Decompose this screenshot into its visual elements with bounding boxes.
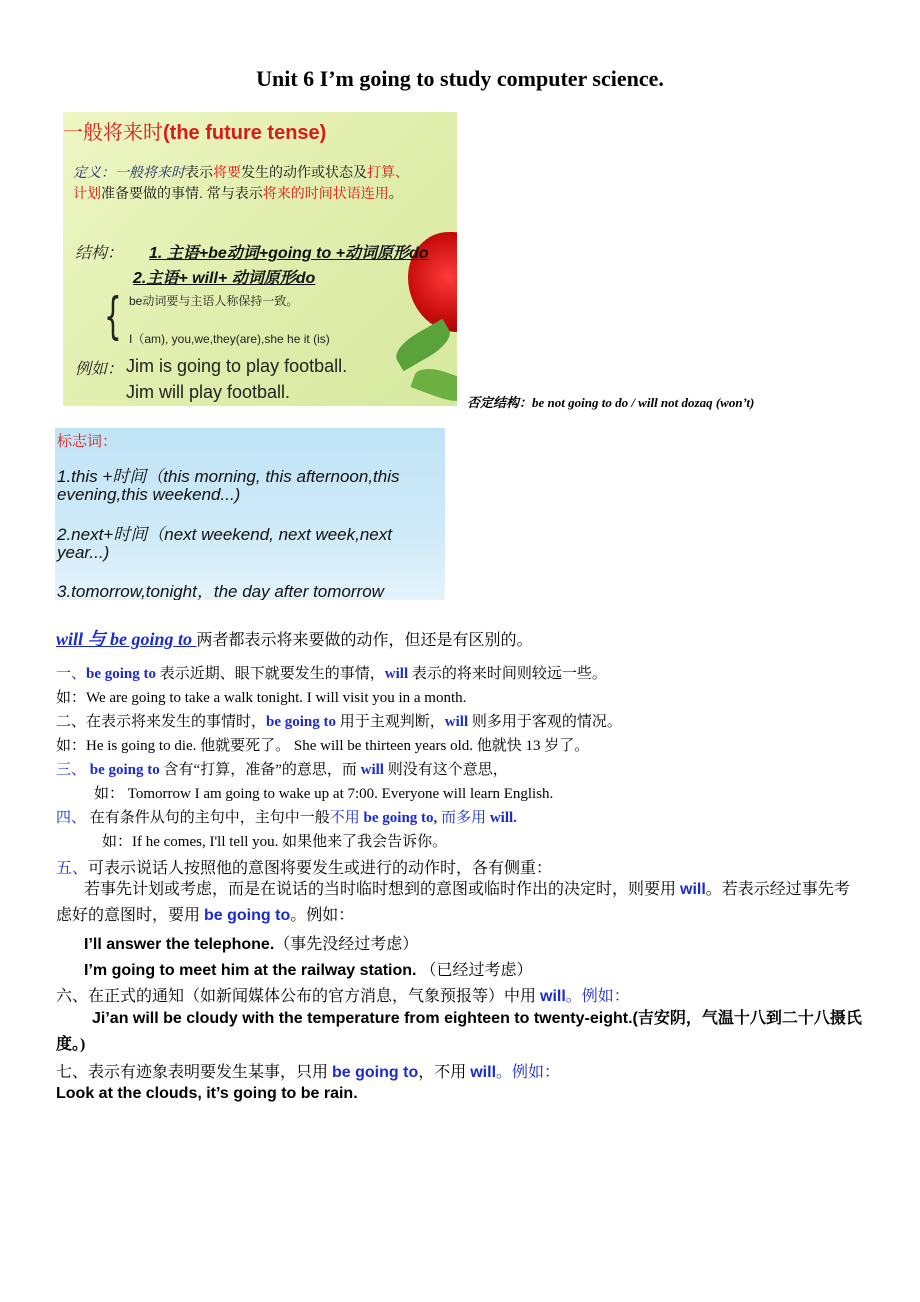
point-4: 四、 在有条件从句的主句中，主句中一般不用 be going to, 而多用 will.	[56, 810, 517, 826]
point-6-example: Ji’an will be cloudy with the temperature from eighteen to twenty-eight.(吉安阴，气温十八到二十八摄氏度。)	[56, 1010, 862, 1053]
negative-structure: 否定结构：be not going to do / will not dozaq (won’t)	[467, 395, 755, 410]
marker-line: evening,this weekend...)	[57, 485, 241, 504]
point-2: 二、在表示将来发生的事情时，be going to 用于主观判断，will 则多用于客观的情况。	[56, 714, 622, 730]
point-7-example: Look at the clouds, it’s going to be rain.	[56, 1085, 358, 1102]
point-5: 五、可表示说话人按照他的意图将要发生或进行的动作时，各有侧重：	[56, 860, 553, 877]
structure-note-2: I（am), you,we,they(are),she he it (is)	[129, 332, 330, 346]
structure-label: 结构：	[75, 245, 124, 262]
markers-heading: 标志词：	[57, 433, 118, 450]
structure-formula-1: 1. 主语+be动词+going to +动词原形do	[149, 245, 429, 262]
marker-line: 1.this +时间（this morning, this afternoon,this	[57, 467, 400, 486]
point-2-example: 如：He is going to die. 他就要死了。 She will be thirteen years old. 他就快 13 岁了。	[56, 738, 590, 754]
leaf-decoration	[410, 363, 457, 406]
marker-line: 3.tomorrow,tonight，the day after tomorrow	[57, 582, 384, 600]
leaf-decoration	[391, 319, 456, 372]
slide-heading: 一般将来时(the future tense)	[63, 122, 327, 144]
page-title: Unit 6 I’m going to study computer science.	[256, 66, 664, 91]
time-markers-slide	[55, 428, 445, 600]
point-7: 七、表示有迹象表明要发生某事，只用 be going to，不用 will。例如：	[56, 1064, 561, 1081]
marker-line: year...)	[57, 543, 110, 562]
point-6: 六、在正式的通知（如新闻媒体公布的官方消息，气象预报等）中用 will。例如：	[56, 988, 630, 1005]
structure-note-1: be动词要与主语人称保持一致。	[129, 294, 299, 308]
marker-line: 2.next+时间（next weekend, next week,next	[57, 525, 392, 544]
definition-text: 定义：一般将来时表示将要发生的动作或状态及打算、 计划准备要做的事情. 常与表示将来的时间状语连用。	[73, 164, 409, 201]
point-3: 三、 be going to 含有“打算，准备”的意思，而 will 则没有这个意思，	[56, 762, 508, 778]
point-5-body: 若事先计划或考虑，而是在说话的当时临时想到的意图或临时作出的决定时，则要用 will。若表示经过事先考虑好的意图时，要用 be going to。例如：	[56, 881, 850, 924]
point-4-example: 如：If he comes, I'll tell you. 如果他来了我会告诉你。	[102, 834, 448, 850]
point-5-example-1: I’ll answer the telephone.（事先没经过考虑）	[84, 936, 419, 953]
brace-icon: {	[104, 287, 122, 345]
point-1-example: 如：We are going to take a walk tonight. I will visit you in a month.	[56, 690, 467, 706]
structure-formula-2: 2.主语+ will+ 动词原形do	[133, 270, 316, 287]
future-tense-slide	[63, 112, 457, 406]
compare-heading: will 与 be going to 两者都表示将来要做的动作，但还是有区别的。	[56, 629, 533, 649]
point-1: 一、be going to 表示近期、眼下就要发生的事情，will 表示的将来时间则较远一些。	[56, 666, 607, 682]
example-2: Jim will play football.	[126, 382, 291, 402]
example-1: Jim is going to play football.	[126, 356, 348, 376]
example-label: 例如：	[75, 361, 124, 378]
point-5-example-2: I’m going to meet him at the railway station. （已经过考虑）	[84, 962, 533, 979]
point-3-example: 如： Tomorrow I am going to wake up at 7:00. Everyone will learn English.	[94, 786, 554, 802]
